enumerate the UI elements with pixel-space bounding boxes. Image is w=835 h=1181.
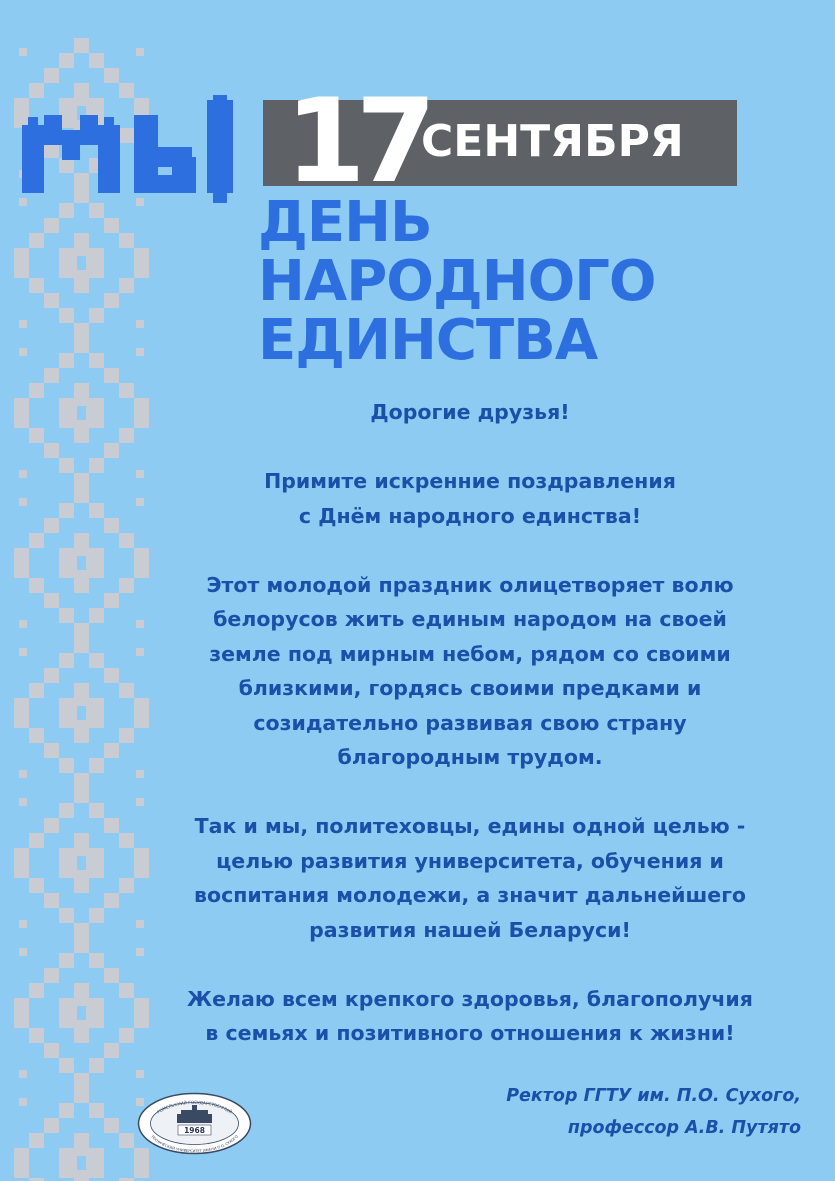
signature-name: профессор А.В. Путято (567, 1118, 801, 1138)
signature (506, 1080, 801, 1144)
signature-title: Ректор ГГТУ им. П.О. Сухого, (506, 1086, 801, 1106)
title-line: ДЕНЬ (258, 190, 432, 255)
university-seal-logo (137, 1092, 252, 1155)
my-pixel-word (22, 95, 247, 203)
date-banner (263, 74, 737, 209)
svg-text:ГОМЕЛЬСКИЙ ГОСУДАРСТВЕННЫЙ: ГОМЕЛЬСКИЙ ГОСУДАРСТВЕННЫЙ (156, 1099, 233, 1115)
date-number: 17 (285, 74, 427, 209)
paragraph-holiday-meaning: Этот молодой праздник олицетворяет волю белорусов жить единым народом на своей земле под мирным небом, рядом со своими близкими, гордясь своими предками и созидательно развивая свою страну благородным трудом. (206, 572, 734, 769)
letter-body (150, 395, 790, 1085)
holiday-title (258, 190, 656, 373)
svg-text:ТЕХНИЧЕСКИЙ УНИВЕРСИТЕТ ИМЕНИ: ТЕХНИЧЕСКИЙ УНИВЕРСИТЕТ ИМЕНИ П.О. СУХОГО (150, 1134, 239, 1154)
greeting: Дорогие друзья! (370, 400, 570, 424)
ornament-border (14, 38, 149, 1181)
svg-text:МЫ: МЫ (22, 95, 24, 96)
svg-text:1968: 1968 (184, 1126, 205, 1135)
congratulations: Примите искренние поздравления с Днём народного единства! (264, 469, 676, 528)
title-line: ЕДИНСТВА (258, 308, 598, 373)
title-line: НАРОДНОГО (258, 249, 656, 314)
paragraph-university: Так и мы, политеховцы, едины одной целью - целью развития университета, обучения и воспитания молодежи, а значит дальнейшего развития нашей Беларуси! (194, 814, 746, 942)
wishes: Желаю всем крепкого здоровья, благополучия в семьях и позитивного отношения к жизни! (187, 986, 753, 1045)
date-month: СЕНТЯБРЯ (421, 116, 684, 167)
